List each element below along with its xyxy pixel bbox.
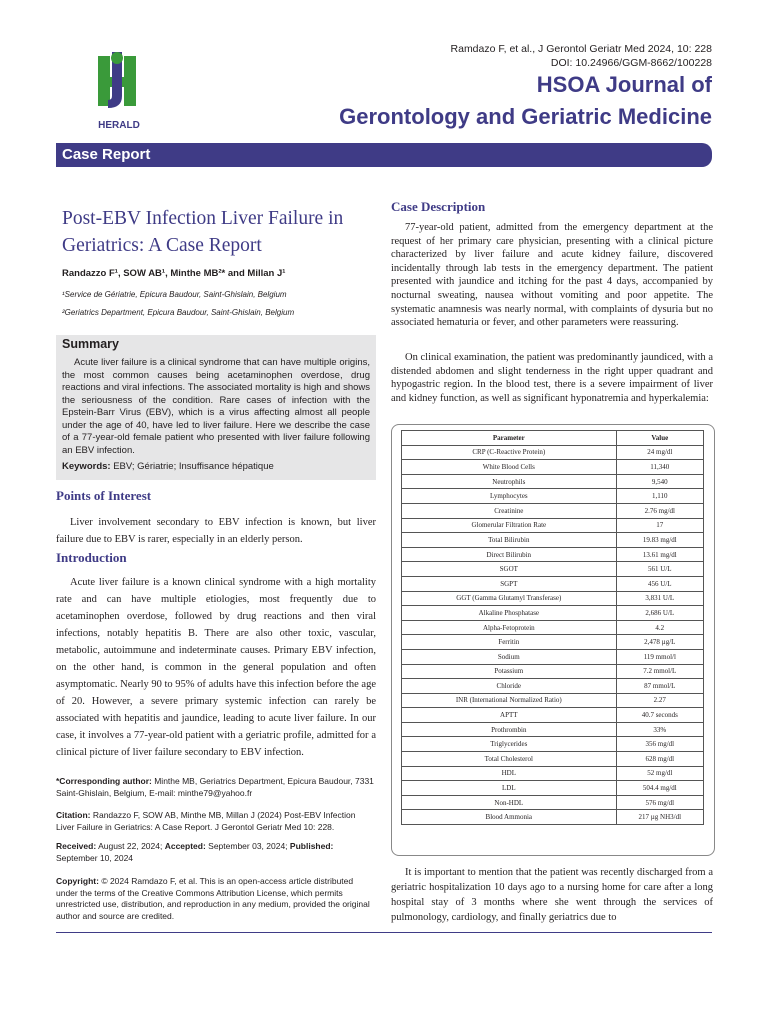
logo-text: HERALD [98,120,140,131]
table-row [402,489,704,504]
table-row [402,766,704,781]
corresponding-author [56,776,376,799]
running-citation [451,42,712,70]
table-row [402,518,704,533]
table-row [402,781,704,796]
parameter-cell: Sodium [402,649,617,664]
table-row [402,474,704,489]
published-label: Published: [289,841,334,851]
article-type-banner [56,143,712,167]
value-cell: 2,478 µg/L [616,635,703,650]
value-cell: 13.61 mg/dl [616,547,703,562]
value-cell: 87 mmol/L [616,679,703,694]
value-cell: 24 mg/dl [616,445,703,460]
table-row [402,562,704,577]
lab-table-body [402,445,704,824]
table-row [402,795,704,810]
parameter-cell: Ferritin [402,635,617,650]
parameter-cell: INR (International Normalized Ratio) [402,693,617,708]
keywords [62,461,274,472]
case-description-paragraph-1: 77-year-old patient, admitted from the emergency department at the request of her primary care physician, presenting with a clinical picture characterized by liver failure and acute kidney failure, discovered incidentally through lab tests in the emergency department. The patient presented with jaundice and itching for the past 4 days, accompanied by nocturnal sweating, nausea without vomiting and poor appetite. The systematic anamnesis was nearly normal, with complaints of dysuria but no associated hematuria or fever, and other parameters were reassuring. [391,222,713,329]
case-description-paragraph-2: On clinical examination, the patient was predominantly jaundiced, with a distended abdomen and slight tenderness in the right upper quadrant and hypogastric region. In the blood test, there is a severe impairment of liver and kidney function, as well as significant hyponatremia and hyperkalemia: [391,352,713,404]
table-row [402,547,704,562]
introduction-heading: Introduction [56,550,127,565]
parameter-cell: GGT (Gamma Glutamyl Transferase) [402,591,617,606]
summary-box [56,335,376,480]
value-cell: 576 mg/dl [616,795,703,810]
author-list: Randazzo F¹, SOW AB¹, Minthe MB²* and Millan J¹ [62,268,286,279]
parameter-cell: SGPT [402,576,617,591]
table-row [402,649,704,664]
table-header-row [402,431,704,446]
table-row [402,708,704,723]
received-label: Received: [56,841,97,851]
parameter-cell: Potassium [402,664,617,679]
copyright-text: © 2024 Ramdazo F, et al. This is an open-access article distributed under the terms of the Creative Commons Attribution License, which permits unrestricted use, distribution, and reproduction in any medium, provided the original author and source are credited. [56,876,370,921]
parameter-cell: HDL [402,766,617,781]
value-cell: 52 mg/dl [616,766,703,781]
table-row [402,722,704,737]
value-cell: 504.4 mg/dl [616,781,703,796]
value-cell: 19.83 mg/dl [616,533,703,548]
value-cell: 40.7 seconds [616,708,703,723]
table-row [402,445,704,460]
header-parameter: Parameter [402,431,617,446]
value-cell: 356 mg/dl [616,737,703,752]
citation-footnote [56,810,376,833]
summary-text: Acute liver failure is a clinical syndrome that can have multiple origins, the most common causes being acetaminophen overdose, drug reactions and viral infections. The associated mortality is high and shows the seriousness of the condition. Rare cases of infection with the Epstein-Barr Virus (EBV), which is a virus affecting almost all people under the age of 40, have led to liver failure. Here we describe the case of a 77-year-old female patient who presented with liver failure following an EBV infection. [62,357,370,456]
value-cell: 2.27 [616,693,703,708]
dates-footnote [56,841,376,864]
copyright-label: Copyright: [56,876,99,886]
value-cell: 33% [616,722,703,737]
accepted-label: Accepted: [164,841,206,851]
value-cell: 2.76 mg/dl [616,503,703,518]
article-title: Post-EBV Infection Liver Failure in Geriatrics: A Case Report [62,208,344,256]
citation-line: Ramdazo F, et al., J Gerontol Geriatr Med 2024, 10: 228 [450,43,712,55]
doi-line: DOI: 10.24966/GGM-8662/100228 [550,57,712,69]
value-cell: 119 mmol/l [616,649,703,664]
case-description-paragraph-3: It is important to mention that the patient was recently discharged from a geriatric hospitalization 10 days ago to a nursing home for care after a long hospital stay of 3 months where she went through the services of pulmonology, cardiology, and finally geriatrics due to [391,867,713,923]
value-cell: 4.2 [616,620,703,635]
parameter-cell: Alkaline Phosphatase [402,606,617,621]
parameter-cell: Direct Bilirubin [402,547,617,562]
table-row [402,664,704,679]
table-row [402,810,704,825]
keywords-label: Keywords: [62,461,111,472]
lab-table-frame [391,424,715,856]
points-heading: Points of Interest [56,488,152,503]
table-row [402,576,704,591]
parameter-cell: Glomerular Filtration Rate [402,518,617,533]
introduction-text: Acute liver failure is a known clinical syndrome with a high mortality rate and can have multiple etiologies, most frequently due to acetaminophen overdose, followed by drug reactions and then viral infections, notably hepatitis B. There are also other toxic, vascular, metabolic, autoimmune and indeterminate causes. Primary EBV infection, on the other hand, is common in the general population and often asymptomatic. Nearly 90 to 95% of adults have this infection before the age of 20. However, a severe primary systemic infection can rarely be associated with hepatitis and jaundice, leading to acute liver failure. In our case, it involves a 77-year-old patient with a geriatric profile, admitted for a clinical picture of liver failure secondary to EBV infection. [56,577,376,758]
table-row [402,635,704,650]
parameter-cell: Blood Ammonia [402,810,617,825]
parameter-cell: Alpha-Fetoprotein [402,620,617,635]
parameter-cell: Total Cholesterol [402,752,617,767]
parameter-cell: SGOT [402,562,617,577]
summary-heading: Summary [62,337,119,351]
parameter-cell: Non-HDL [402,795,617,810]
value-cell: 17 [616,518,703,533]
published-date: September 10, 2024 [56,852,134,863]
herald-logo [84,50,154,132]
value-cell: 7.2 mmol/L [616,664,703,679]
points-text: Liver involvement secondary to EBV infection is known, but liver failure due to EBV is rarer, especially in an elderly person. [56,517,376,545]
value-cell: 2,686 U/L [616,606,703,621]
case-description-heading: Case Description [391,199,486,214]
parameter-cell: LDL [402,781,617,796]
citation-text: Randazzo F, SOW AB, Minthe MB, Millan J (2024) Post-EBV Infection Liver Failure in Geriatrics: A Case Report. J Gerontol Geriatr Med 10: 228. [56,810,356,832]
table-row [402,737,704,752]
parameter-cell: Chloride [402,679,617,694]
value-cell: 561 U/L [616,562,703,577]
parameter-cell: Total Bilirubin [402,533,617,548]
bottom-divider [56,932,712,933]
table-row [402,460,704,475]
parameter-cell: Neutrophils [402,474,617,489]
journal-title-line1: HSOA Journal of [536,72,712,97]
parameter-cell: Lymphocytes [402,489,617,504]
parameter-cell: APTT [402,708,617,723]
lab-results-table [401,430,704,825]
value-cell: 11,340 [616,460,703,475]
keywords-value: EBV; Gériatrie; Insuffisance hépatique [110,461,274,472]
value-cell: 628 mg/dl [616,752,703,767]
table-row [402,679,704,694]
table-row [402,503,704,518]
parameter-cell: Creatinine [402,503,617,518]
corresponding-text: Minthe MB, Geriatrics Department, Epicura Baudour, 7331 Saint-Ghislain, Belgium, E-mail: minthe79@yahoo.fr [56,776,374,798]
table-row [402,620,704,635]
parameter-cell: White Blood Cells [402,460,617,475]
received-date: August 22, 2024; [96,841,165,851]
value-cell: 9,540 [616,474,703,489]
value-cell: 3,831 U/L [616,591,703,606]
value-cell: 217 µg NH3/dl [616,810,703,825]
parameter-cell: Prothrombin [402,722,617,737]
parameter-cell: Triglycerides [402,737,617,752]
journal-title-line2: Gerontology and Geriatric Medicine [339,104,712,129]
corresponding-label: *Corresponding author: [56,776,152,786]
citation-label: Citation: [56,810,91,820]
table-row [402,591,704,606]
header-value: Value [616,431,703,446]
value-cell: 456 U/L [616,576,703,591]
table-row [402,533,704,548]
table-row [402,752,704,767]
table-row [402,606,704,621]
parameter-cell: CRP (C-Reactive Protein) [402,445,617,460]
table-row [402,693,704,708]
article-type-label: Case Report [62,146,151,163]
copyright-footnote [56,876,376,922]
affiliation-2: ²Geriatrics Department, Epicura Baudour, Saint-Ghislain, Belgium [62,308,295,317]
value-cell: 1,110 [616,489,703,504]
affiliation-1: ¹Service de Gériatrie, Epicura Baudour, Saint-Ghislain, Belgium [62,290,287,299]
accepted-date: September 03, 2024; [205,841,290,851]
